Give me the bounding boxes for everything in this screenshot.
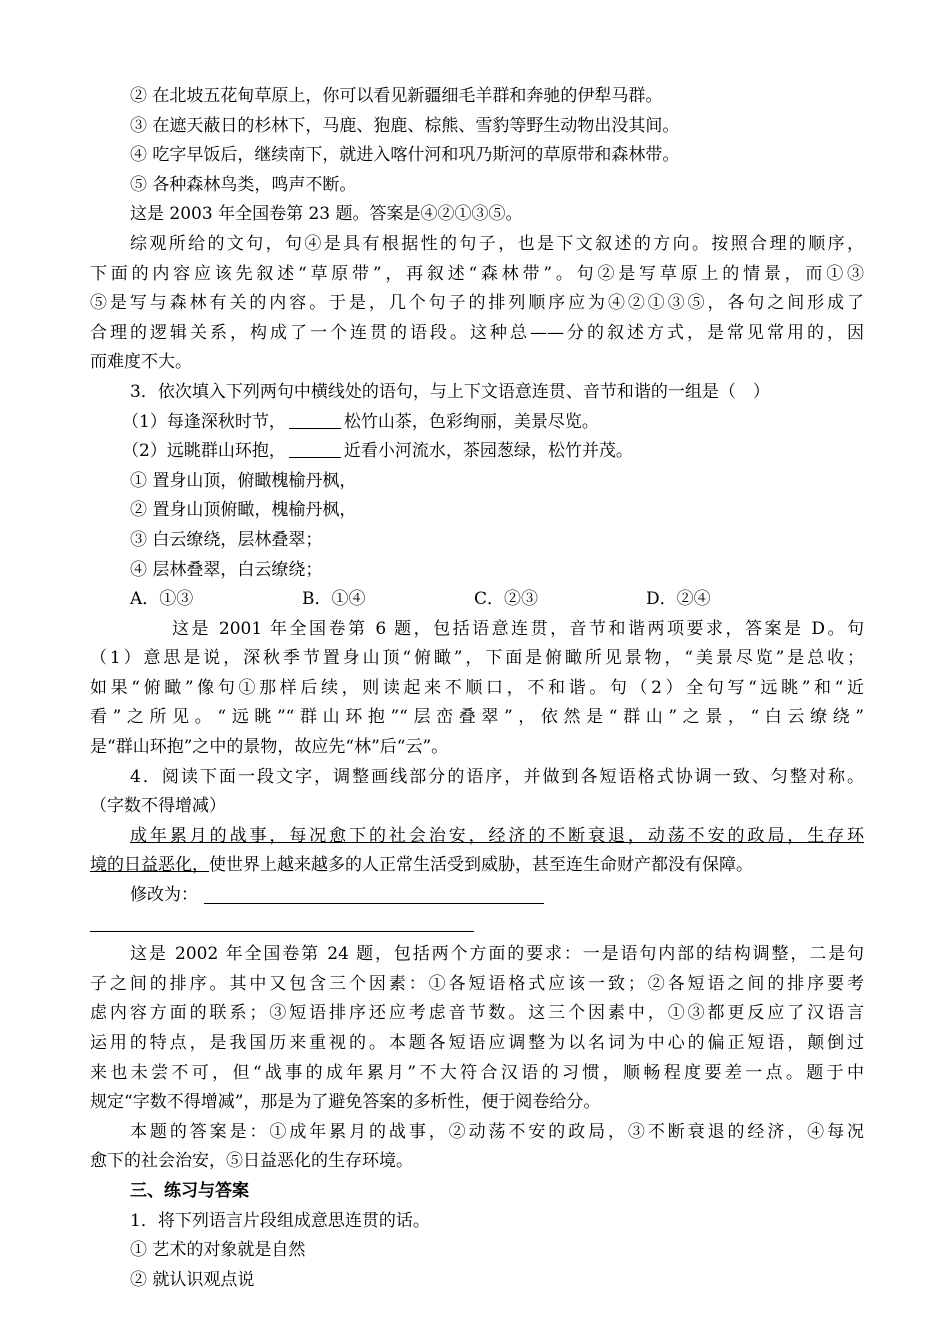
section-heading: 三、练习与答案 xyxy=(130,1180,249,1201)
option-b: B．①④ xyxy=(302,589,366,610)
revise-label: 修改为： xyxy=(130,885,198,906)
analysis-paragraph-2 xyxy=(90,615,864,763)
text-line: ④ 吃字早饭后，继续南下，就进入喀什河和巩乃斯河的草原带和森林带。 xyxy=(130,145,680,166)
text-line: 子之间的排序。其中又包含三个因素：①各短语格式应该一致；②各短语之间的排序要考 xyxy=(90,973,864,994)
text-line: 本题的答案是：①成年累月的战事，②动荡不安的政局，③不断衰退的经济，④每况 xyxy=(130,1121,864,1142)
question-3 xyxy=(90,378,864,615)
section-3 xyxy=(90,1177,864,1295)
list-item: ② 就认识观点说 xyxy=(130,1269,255,1290)
fill-blank xyxy=(289,439,341,458)
choice-item: ① 置身山顶，俯瞰槐榆丹枫， xyxy=(130,470,357,491)
text-line: ③ 在遮天蔽日的杉林下，马鹿、狍鹿、棕熊、雪豹等野生动物出没其间。 xyxy=(130,115,680,136)
analysis-paragraph-1 xyxy=(90,230,864,378)
text-line: 运用的特点，是我国历来重视的。本题各短语应调整为以名词为中心的偏正短语，颠倒过 xyxy=(90,1033,864,1053)
text-line: 综观所给的文句，句④是具有根据性的句子，也是下文叙述的方向。按照合理的顺序， xyxy=(130,233,864,254)
choice-item: ② 置身山顶俯瞰，槐榆丹枫， xyxy=(130,500,357,521)
question-stem: 1．将下列语言片段组成意思连贯的话。 xyxy=(130,1210,430,1231)
question-4 xyxy=(90,763,864,941)
analysis-paragraph-3 xyxy=(90,940,864,1118)
question-stem: 4．阅读下面一段文字，调整画线部分的语序，并做到各短语格式协调一致、匀整对称。 xyxy=(130,766,864,787)
text-line: 来也未尝不可，但“战事的成年累月”不大符合汉语的习惯，顺畅程度要差一点。题于中 xyxy=(90,1062,864,1083)
text-line: 如果“俯瞰”像句①那样后续，则读起来不顺口，不和谐。句（2）全句写“远眺”和“近 xyxy=(90,677,864,698)
choice-item: ④ 层林叠翠，白云缭绕； xyxy=(130,559,323,580)
revise-row xyxy=(90,881,864,911)
text-line: 合理的逻辑关系，构成了一个连贯的语段。这种总——分的叙述方式，是常见常用的，因 xyxy=(90,322,864,343)
answer-paragraph xyxy=(90,1118,864,1177)
text-line: 这是 2002 年全国卷第 24 题，包括两个方面的要求：一是语句内部的结构调整，二是句 xyxy=(130,944,864,965)
text-line: 而难度不大。 xyxy=(90,352,192,373)
answer-line-full xyxy=(90,911,864,941)
text-line: 这是 2003 年全国卷第 23 题。答案是④②①③⑤。 xyxy=(130,204,523,225)
text-line: 规定“字数不得增减”，那是为了避免答案的多析性，便于阅卷给分。 xyxy=(90,1092,601,1113)
fill-blank xyxy=(289,410,341,429)
text-line: 是“群山环抱”之中的景物，故应先“林”后“云”。 xyxy=(90,737,449,758)
sentence-1: （1）每逢深秋时节， 松竹山茶，色彩绚丽，美景尽览。 xyxy=(122,411,599,432)
text-line: （1）意思是说，深秋季节置身山顶“俯瞰”，下面是俯瞰所见景物，“美景尽览”是总收； xyxy=(90,648,864,669)
question-stem-note: （字数不得增减） xyxy=(90,796,226,817)
option-c: C．②③ xyxy=(474,589,539,610)
text-line: ⑤是写与森林有关的内容。于是，几个句子的排列顺序应为④②①③⑤，各句之间形成了 xyxy=(90,293,864,314)
option-d: D．②④ xyxy=(646,589,711,610)
answer-line xyxy=(204,883,544,904)
text-line: 境的日益恶化，使世界上越来越多的人正常生活受到威胁，甚至连生命财产都没有保障。 xyxy=(90,855,753,876)
text-line: 下面的内容应该先叙述“草原带”，再叙述“森林带”。句②是写草原上的情景，而①③ xyxy=(90,263,864,284)
underlined-text: 成年累月的战事，每况愈下的社会治安，经济的不断衰退，动荡不安的政局，生存环 xyxy=(130,825,864,846)
choice-item: ③ 白云缭绕，层林叠翠； xyxy=(130,529,323,550)
text-line: 这是 2001 年全国卷第 6 题，包括语意连贯，音节和谐两项要求，答案是 D。句 xyxy=(172,618,864,639)
answer-options xyxy=(90,585,864,615)
option-a: A．①③ xyxy=(130,589,194,610)
text-line: 虑内容方面的联系；③短语排序还应考虑音节数。这三个因素中，①③都更反应了汉语言 xyxy=(90,1003,864,1024)
question-stem: 3．依次填入下列两句中横线处的语句，与上下文语意连贯、音节和谐的一组是（ ） xyxy=(130,381,770,402)
text-line: 愈下的社会治安，⑤日益恶化的生存环境。 xyxy=(90,1151,413,1172)
underlined-fragment: 境的日益恶化， xyxy=(90,855,209,876)
list-item: ① 艺术的对象就是自然 xyxy=(130,1240,306,1261)
text-line: 看”之所见。“远眺”“群山环抱”“层峦叠翠”，依然是“群山”之景，“白云缭绕” xyxy=(90,707,864,728)
text-line: ② 在北坡五花甸草原上，你可以看见新疆细毛羊群和奔驰的伊犁马群。 xyxy=(130,86,663,106)
text-line: ⑤ 各种森林鸟类，鸣声不断。 xyxy=(130,174,357,195)
sentence-2: （2）远眺群山环抱， 近看小河流水，茶园葱绿，松竹并茂。 xyxy=(122,441,633,462)
